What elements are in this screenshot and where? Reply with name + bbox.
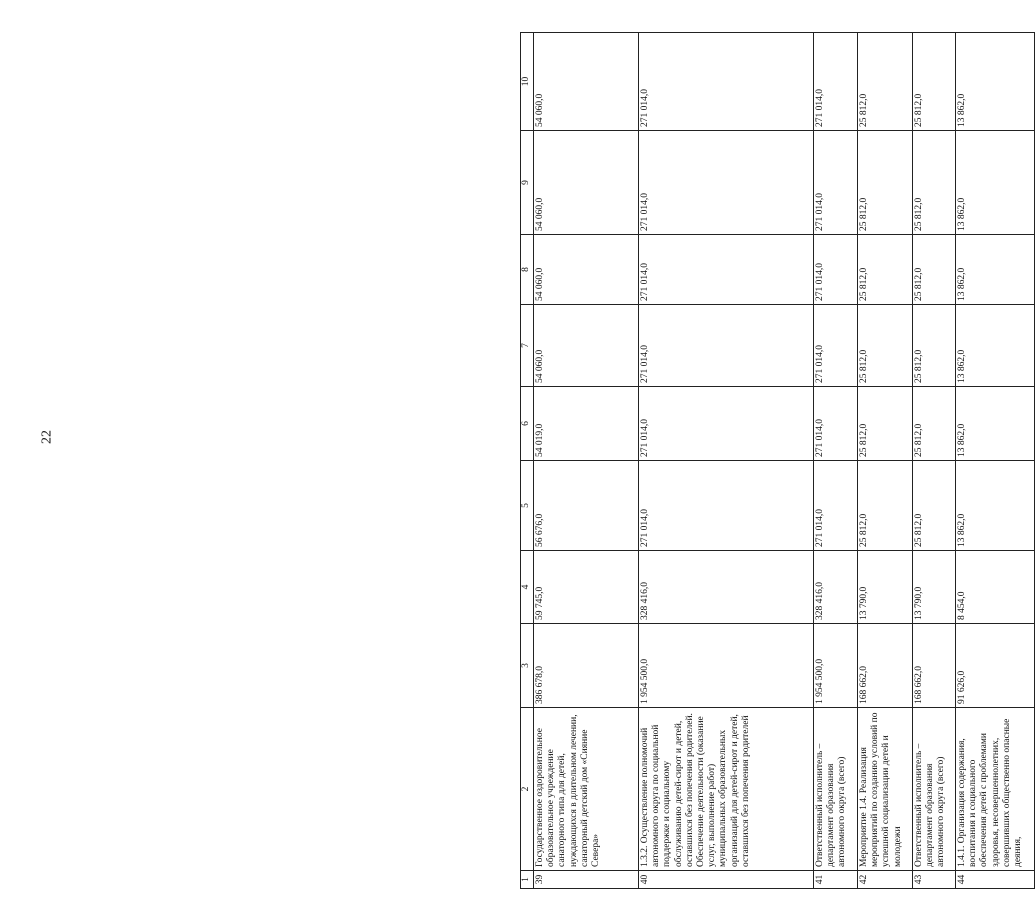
cell-value: 168 662,0 — [913, 624, 956, 708]
row-number: 40 — [639, 871, 814, 889]
cell-value: 25 812,0 — [913, 387, 956, 461]
table-row — [814, 33, 858, 889]
cell-value: 25 812,0 — [858, 461, 913, 551]
cell-value: 328 416,0 — [814, 551, 858, 624]
cell-value: 54 060,0 — [534, 305, 639, 387]
cell-value: 13 862,0 — [956, 305, 1035, 387]
column-number: 1 — [521, 871, 534, 889]
column-number: 8 — [521, 235, 534, 305]
cell-value: 25 812,0 — [913, 33, 956, 131]
table-row — [639, 33, 814, 889]
column-number: 3 — [521, 624, 534, 708]
row-number: 43 — [913, 871, 956, 889]
row-number: 42 — [858, 871, 913, 889]
cell-value: 59 745,0 — [534, 551, 639, 624]
row-name: Ответственный исполнитель – департамент образования автономного округа (всего) — [913, 708, 956, 871]
cell-value: 271 014,0 — [814, 387, 858, 461]
cell-value: 271 014,0 — [814, 305, 858, 387]
cell-value: 271 014,0 — [814, 461, 858, 551]
cell-value: 13 862,0 — [956, 33, 1035, 131]
column-number: 6 — [521, 387, 534, 461]
cell-value: 25 812,0 — [858, 235, 913, 305]
cell-value: 13 862,0 — [956, 461, 1035, 551]
table-row — [913, 33, 956, 889]
cell-value: 25 812,0 — [913, 461, 956, 551]
cell-value: 25 812,0 — [913, 305, 956, 387]
cell-value: 271 014,0 — [814, 235, 858, 305]
row-name: Государственное оздоровительное образовательное учреждение санаторного типа для детей, нуждающихся в длительном лечении, санаторный детский дом «Сияние Севера» — [534, 708, 639, 871]
column-number: 5 — [521, 461, 534, 551]
column-number-row — [521, 33, 534, 889]
cell-value: 25 812,0 — [858, 131, 913, 235]
page-number: 22 — [39, 430, 55, 444]
column-number: 7 — [521, 305, 534, 387]
cell-value: 1 954 500,0 — [814, 624, 858, 708]
table-row — [858, 33, 913, 889]
cell-value: 271 014,0 — [639, 461, 814, 551]
cell-value: 271 014,0 — [639, 33, 814, 131]
cell-value: 54 060,0 — [534, 235, 639, 305]
cell-value: 386 678,0 — [534, 624, 639, 708]
row-number: 44 — [956, 871, 1035, 889]
cell-value: 271 014,0 — [814, 131, 858, 235]
cell-value: 25 812,0 — [858, 387, 913, 461]
row-name: 1.3.2. Осуществление полномочий автономного округа по социальной поддержке и социальному обслуживанию детей-сирот и детей, оставшихся без попечения родителей. Обеспечение деятельности (оказание услуг, выполнение работ) муниципальных образовательных организаций для детей-сирот и детей, оставшихся без попечения родителей — [639, 708, 814, 871]
cell-value: 13 862,0 — [956, 131, 1035, 235]
cell-value: 91 626,0 — [956, 624, 1035, 708]
cell-value: 13 862,0 — [956, 235, 1035, 305]
row-number: 39 — [534, 871, 639, 889]
cell-value: 1 954 500,0 — [639, 624, 814, 708]
rotated-table — [520, 33, 1034, 889]
column-number: 10 — [521, 33, 534, 131]
cell-value: 54 019,0 — [534, 387, 639, 461]
row-name: Ответственный исполнитель – департамент образования автономного округа (всего) — [814, 708, 858, 871]
cell-value: 56 676,0 — [534, 461, 639, 551]
cell-value: 271 014,0 — [639, 387, 814, 461]
budget-table — [520, 32, 1035, 889]
cell-value: 271 014,0 — [639, 305, 814, 387]
cell-value: 25 812,0 — [858, 305, 913, 387]
row-name: 1.4.1. Организация содержания, воспитания и социального обеспечения детей с проблемами здоровья, несовершеннолетних, совершивших общественно опасные деяния, — [956, 708, 1035, 871]
cell-value: 25 812,0 — [913, 131, 956, 235]
cell-value: 54 060,0 — [534, 131, 639, 235]
table-row — [534, 33, 639, 889]
cell-value: 54 060,0 — [534, 33, 639, 131]
cell-value: 25 812,0 — [858, 33, 913, 131]
cell-value: 13 790,0 — [858, 551, 913, 624]
row-number: 41 — [814, 871, 858, 889]
cell-value: 8 454,0 — [956, 551, 1035, 624]
cell-value: 13 790,0 — [913, 551, 956, 624]
cell-value: 13 862,0 — [956, 387, 1035, 461]
column-number: 2 — [521, 708, 534, 871]
cell-value: 271 014,0 — [639, 235, 814, 305]
cell-value: 271 014,0 — [639, 131, 814, 235]
cell-value: 25 812,0 — [913, 235, 956, 305]
cell-value: 328 416,0 — [639, 551, 814, 624]
table-row — [956, 33, 1035, 889]
cell-value: 168 662,0 — [858, 624, 913, 708]
cell-value: 271 014,0 — [814, 33, 858, 131]
column-number: 4 — [521, 551, 534, 624]
row-name: Мероприятие 1.4. Реализация мероприятий по созданию условий по успешной социализации детей и молодежи — [858, 708, 913, 871]
column-number: 9 — [521, 131, 534, 235]
